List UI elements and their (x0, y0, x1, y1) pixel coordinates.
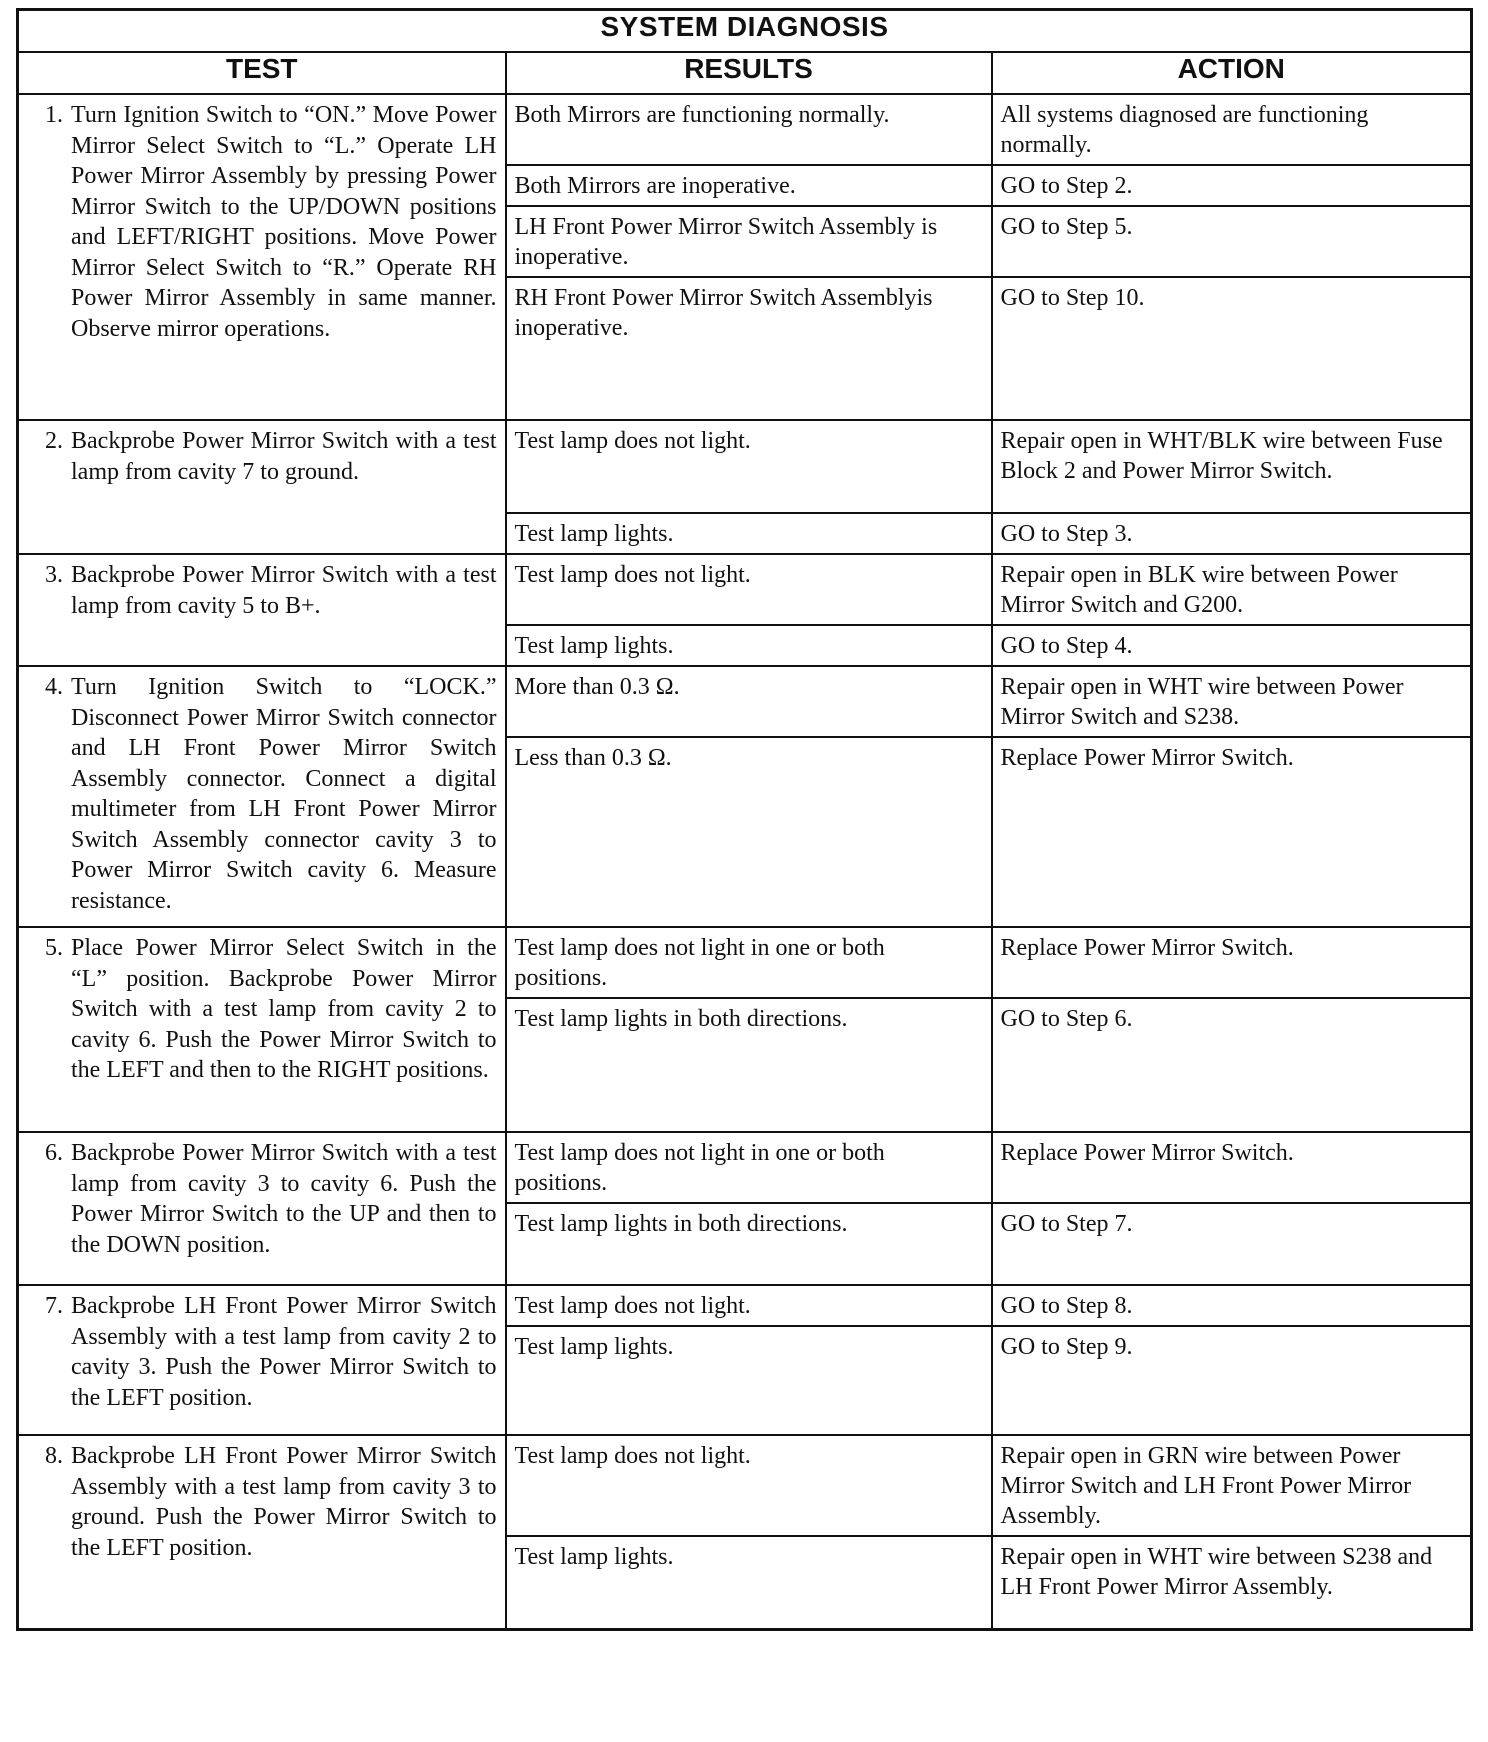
result-cell: Test lamp does not light in one or both positions. (506, 1132, 992, 1203)
action-cell: Repair open in WHT wire between Power Mirror Switch and S238. (992, 666, 1472, 737)
table-row (18, 927, 1472, 998)
step-number: 7. (45, 1293, 63, 1319)
test-cell (18, 1132, 506, 1285)
table-row (18, 94, 1472, 165)
test-cell (18, 1285, 506, 1435)
test-instruction: Backprobe LH Front Power Mirror Switch Assembly with a test lamp from cavity 2 to cavity 3. Push the Power Mirror Switch to the LEFT position. (71, 1293, 497, 1411)
result-cell: Less than 0.3 Ω. (506, 737, 992, 927)
result-cell: Test lamp lights in both directions. (506, 998, 992, 1132)
action-cell: GO to Step 6. (992, 998, 1472, 1132)
result-cell: More than 0.3 Ω. (506, 666, 992, 737)
result-cell: Both Mirrors are functioning normally. (506, 94, 992, 165)
test-instruction: Place Power Mirror Select Switch in the “L” position. Backprobe Power Mirror Switch with a test lamp from cavity 2 to cavity 6. Push the Power Mirror Switch to the LEFT and then to the RIGHT positions. (71, 935, 497, 1083)
action-cell: Repair open in WHT/BLK wire between Fuse Block 2 and Power Mirror Switch. (992, 420, 1472, 513)
test-instruction: Turn Ignition Switch to “LOCK.” Disconnect Power Mirror Switch connector and LH Front Power Mirror Switch Assembly connector. Connect a digital multimeter from LH Front Power Mirror Switch Assembly connector cavity 3 to Power Mirror Switch cavity 6. Measure resistance. (71, 674, 497, 914)
result-cell: Test lamp does not light in one or both positions. (506, 927, 992, 998)
action-cell: Repair open in GRN wire between Power Mirror Switch and LH Front Power Mirror Assembly. (992, 1435, 1472, 1536)
table-row (18, 420, 1472, 513)
action-cell: GO to Step 5. (992, 206, 1472, 277)
test-cell (18, 554, 506, 666)
result-cell: Test lamp does not light. (506, 1285, 992, 1326)
action-cell: GO to Step 9. (992, 1326, 1472, 1435)
test-instruction: Backprobe Power Mirror Switch with a test lamp from cavity 7 to ground. (71, 428, 497, 485)
action-cell: Replace Power Mirror Switch. (992, 927, 1472, 998)
action-cell: GO to Step 7. (992, 1203, 1472, 1285)
action-cell: GO to Step 4. (992, 625, 1472, 666)
test-cell (18, 420, 506, 554)
table-row (18, 1435, 1472, 1536)
test-instruction: Backprobe LH Front Power Mirror Switch Assembly with a test lamp from cavity 3 to ground. Push the Power Mirror Switch to the LEFT position. (71, 1443, 497, 1561)
table-body (18, 94, 1472, 1629)
result-cell: RH Front Power Mirror Switch Assemblyis inoperative. (506, 277, 992, 420)
test-cell (18, 666, 506, 927)
result-cell: Test lamp lights. (506, 1326, 992, 1435)
test-cell (18, 94, 506, 420)
result-cell: Test lamp lights. (506, 513, 992, 554)
action-cell: Repair open in WHT wire between S238 and LH Front Power Mirror Assembly. (992, 1536, 1472, 1629)
test-cell (18, 927, 506, 1132)
result-cell: Test lamp does not light. (506, 420, 992, 513)
action-cell: All systems diagnosed are functioning normally. (992, 94, 1472, 165)
result-cell: Test lamp does not light. (506, 1435, 992, 1536)
action-cell: GO to Step 10. (992, 277, 1472, 420)
step-number: 2. (45, 428, 63, 454)
step-number: 8. (45, 1443, 63, 1469)
result-cell: Both Mirrors are inoperative. (506, 165, 992, 206)
table-row (18, 666, 1472, 737)
test-cell (18, 1435, 506, 1629)
action-cell: Replace Power Mirror Switch. (992, 1132, 1472, 1203)
step-number: 4. (45, 674, 63, 700)
action-cell: GO to Step 8. (992, 1285, 1472, 1326)
result-cell: Test lamp lights in both directions. (506, 1203, 992, 1285)
table-row (18, 1132, 1472, 1203)
result-cell: Test lamp lights. (506, 625, 992, 666)
step-number: 1. (45, 102, 63, 128)
table-row (18, 554, 1472, 625)
result-cell: Test lamp does not light. (506, 554, 992, 625)
action-cell: Replace Power Mirror Switch. (992, 737, 1472, 927)
step-number: 5. (45, 935, 63, 961)
test-instruction: Turn Ignition Switch to “ON.” Move Power Mirror Select Switch to “L.” Operate LH Power Mirror Assembly by pressing Power Mirror Switch to the UP/DOWN positions and LEFT/RIGHT positions. Move Power Mirror Select Switch to “R.” Operate RH Power Mirror Assembly in same manner. Observe mirror operations. (71, 102, 497, 342)
test-instruction: Backprobe Power Mirror Switch with a test lamp from cavity 5 to B+. (71, 562, 497, 619)
header-action: ACTION (992, 52, 1472, 94)
test-instruction: Backprobe Power Mirror Switch with a test lamp from cavity 3 to cavity 6. Push the Power Mirror Switch to the UP and then to the DOWN position. (71, 1140, 497, 1258)
action-cell: GO to Step 2. (992, 165, 1472, 206)
system-diagnosis-table (16, 8, 1473, 1631)
step-number: 6. (45, 1140, 63, 1166)
result-cell: Test lamp lights. (506, 1536, 992, 1629)
diagnosis-page (16, 8, 1470, 1631)
action-cell: Repair open in BLK wire between Power Mirror Switch and G200. (992, 554, 1472, 625)
header-results: RESULTS (506, 52, 992, 94)
table-title: SYSTEM DIAGNOSIS (18, 10, 1472, 53)
table-row (18, 1285, 1472, 1326)
header-test: TEST (18, 52, 506, 94)
step-number: 3. (45, 562, 63, 588)
result-cell: LH Front Power Mirror Switch Assembly is inoperative. (506, 206, 992, 277)
action-cell: GO to Step 3. (992, 513, 1472, 554)
